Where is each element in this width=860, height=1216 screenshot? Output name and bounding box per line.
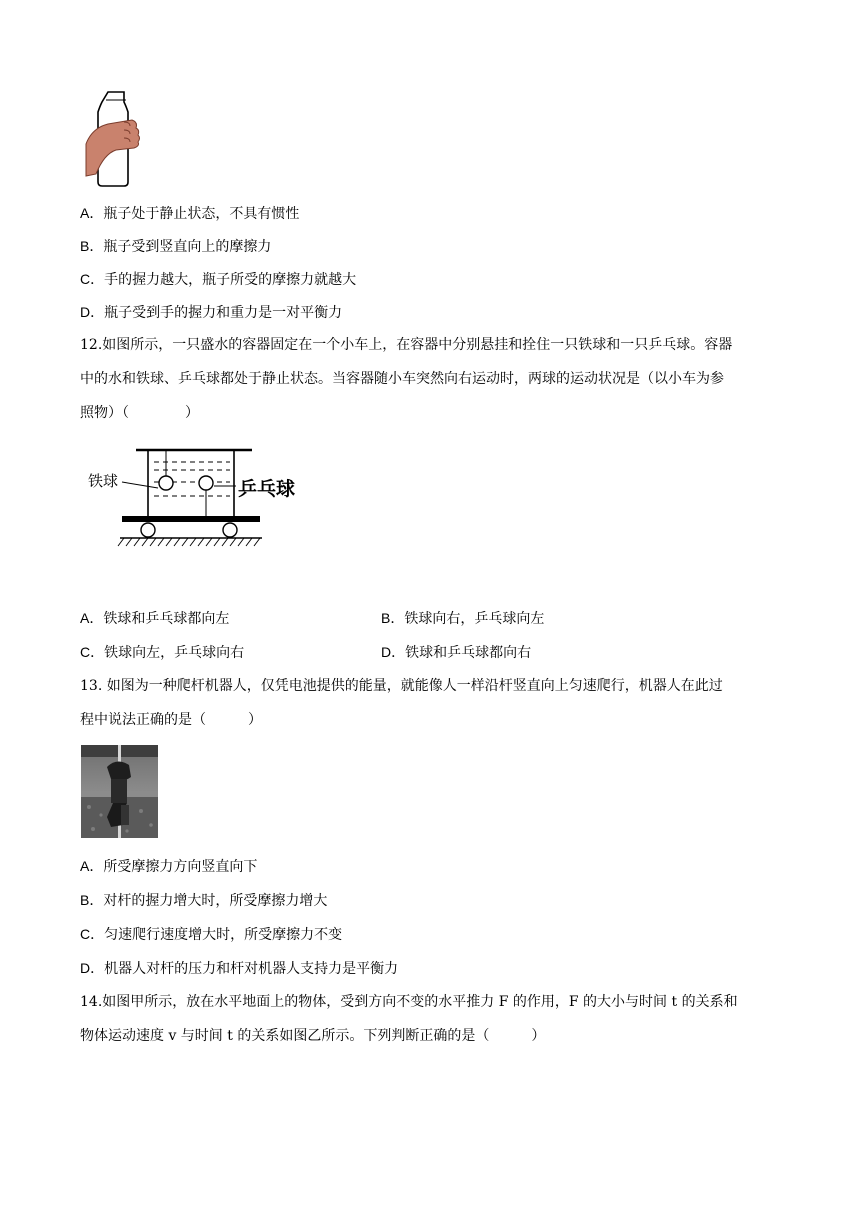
bottle-hand-figure [84, 88, 144, 188]
q12-option-d [381, 643, 531, 662]
q13-stem-line-2: 程中说法正确的是（ ） [80, 712, 262, 728]
q13-option-a [80, 857, 257, 876]
option-text: 匀速爬行速度增大时，所受摩擦力不变 [104, 927, 343, 943]
option-letter: A． [80, 610, 104, 626]
q11-option-a [80, 204, 299, 223]
option-letter: B． [80, 238, 104, 254]
option-letter: A． [80, 205, 104, 221]
option-text: 手的握力越大，瓶子所受的摩擦力就越大 [104, 272, 357, 288]
option-text: 瓶子处于静止状态，不具有惯性 [103, 206, 300, 222]
q11-option-b [80, 237, 271, 256]
q12-option-a [80, 609, 229, 628]
q12-stem-line-1: 12.如图所示，一只盛水的容器固定在一个小车上，在容器中分别悬挂和拴住一只铁球和一只乒乓球。容器 [80, 337, 733, 353]
q12-stem-line-2: 中的水和铁球、乒乓球都处于静止状态。当容器随小车突然向右运动时，两球的运动状况是（以小车为参 [80, 371, 724, 387]
q13-stem-line-1: 13. 如图为一种爬杆机器人，仅凭电池提供的能量，就能像人一样沿杆竖直向上匀速爬行，机器人在此过 [80, 678, 723, 694]
option-text: 所受摩擦力方向竖直向下 [103, 859, 258, 875]
option-text: 铁球向左，乒乓球向右 [104, 645, 245, 661]
option-text: 机器人对杆的压力和杆对机器人支持力是平衡力 [104, 961, 399, 977]
q13-option-c [80, 925, 342, 944]
q14-stem-line-2: 物体运动速度 v 与时间 t 的关系如图乙所示。下列判断正确的是（ ） [80, 1028, 546, 1044]
q14-stem-line-1: 14.如图甲所示，放在水平地面上的物体，受到方向不变的水平推力 F 的作用，F 的大小与时间 t 的关系和 [80, 994, 738, 1010]
option-text: 瓶子受到手的握力和重力是一对平衡力 [104, 305, 343, 321]
option-text: 对杆的握力增大时，所受摩擦力增大 [103, 893, 328, 909]
pole-robot-photo [81, 745, 158, 838]
q11-option-c [80, 270, 356, 289]
pingpong-ball-label: 乒乓球 [238, 478, 296, 500]
option-text: 瓶子受到竖直向上的摩擦力 [103, 239, 272, 255]
option-letter: C． [80, 271, 105, 287]
option-letter: C． [80, 644, 105, 660]
iron-ball-label: 铁球 [88, 472, 119, 490]
option-letter: D． [80, 304, 105, 320]
option-letter: B． [80, 892, 104, 908]
option-letter: C． [80, 926, 105, 942]
option-letter: D． [381, 644, 406, 660]
cart-container-figure [84, 444, 314, 550]
option-text: 铁球向右，乒乓球向左 [404, 611, 545, 627]
q12-option-b [381, 609, 544, 628]
q13-option-d [80, 959, 398, 978]
q12-option-c [80, 643, 244, 662]
option-letter: D． [80, 960, 105, 976]
option-letter: B． [381, 610, 405, 626]
option-text: 铁球和乒乓球都向左 [103, 611, 230, 627]
q13-option-b [80, 891, 327, 910]
option-text: 铁球和乒乓球都向右 [405, 645, 532, 661]
option-letter: A． [80, 858, 104, 874]
q11-option-d [80, 303, 342, 322]
q12-stem-line-3: 照物）（ ） [80, 405, 199, 421]
